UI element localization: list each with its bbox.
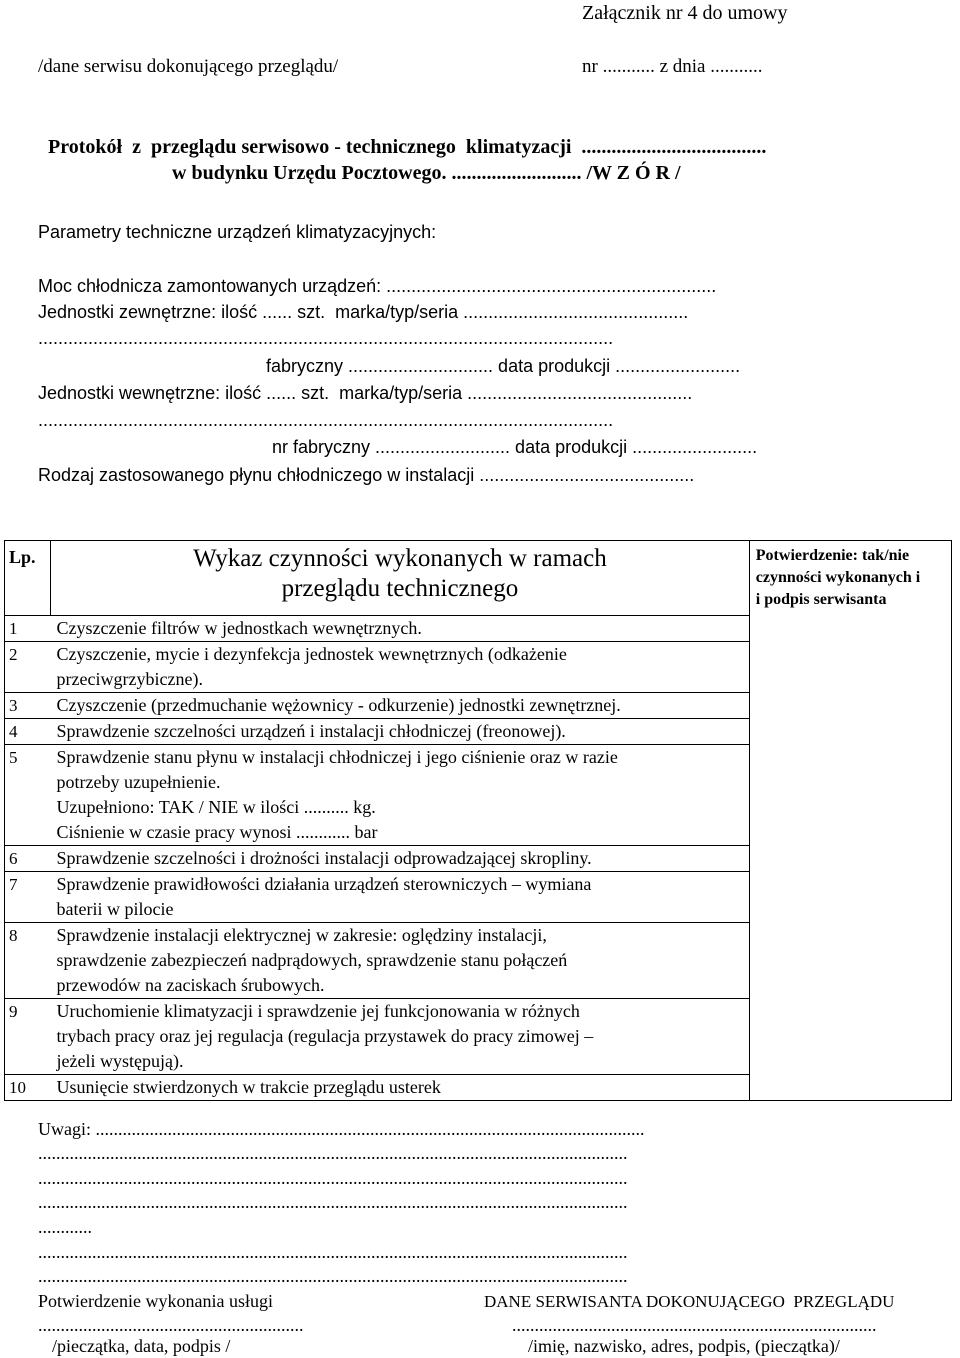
protocol-title-line1: Protokół z przeglądu serwisowo - technicznego klimatyzacji ..................................... <box>48 136 767 158</box>
task-text: Czyszczenie (przedmuchanie wężownicy - odkurzenie) jednostki zewnętrznej. <box>56 695 621 715</box>
row-number: 7 <box>5 872 51 923</box>
remarks-line[interactable]: ................................................................................................................................... <box>38 1266 628 1286</box>
task-text: trybach pracy oraz jej regulacja (regulacja przystawek do pracy zimowej – <box>56 1026 594 1046</box>
task-text: Czyszczenie filtrów w jednostkach wewnętrznych. <box>56 618 422 638</box>
task-text: Sprawdzenie szczelności i drożności instalacji odprowadzającej skropliny. <box>56 848 592 868</box>
column-header-confirmation-line3: i podpis serwisanta <box>755 591 887 608</box>
remarks-line[interactable]: ................................................................................................................................... <box>38 1192 628 1212</box>
annex-label: Załącznik nr 4 do umowy <box>582 2 788 24</box>
task-cell <box>51 642 750 693</box>
indoor-serial-field[interactable]: nr fabryczny ........................... data produkcji ......................... <box>272 437 758 457</box>
stamp-date-signature-caption: /pieczątka, data, podpis / <box>52 1336 231 1356</box>
pressure-field[interactable]: Ciśnienie w czasie pracy wynosi ............ bar <box>56 822 378 842</box>
indoor-units-dots[interactable]: ................................................................................................................... <box>38 410 614 430</box>
params-heading: Parametry techniczne urządzeń klimatyzacyjnych: <box>38 222 437 242</box>
row-number: 2 <box>5 642 51 693</box>
task-cell <box>51 999 750 1075</box>
row-number: 9 <box>5 999 51 1075</box>
number-date-field[interactable]: nr ........... z dnia ........... <box>582 56 763 77</box>
task-text: Sprawdzenie instalacji elektrycznej w zakresie: oględziny instalacji, <box>56 925 547 945</box>
row-number: 4 <box>5 719 51 745</box>
task-text: Usunięcie stwierdzonych w trakcie przeglądu usterek <box>56 1077 441 1097</box>
remarks-field[interactable]: Uwagi: .......................................................................................................................... <box>38 1119 645 1139</box>
task-text: baterii w pilocie <box>56 899 174 919</box>
task-cell <box>51 719 750 745</box>
column-header-tasks-line2: przeglądu technicznego <box>281 575 519 602</box>
row-number: 1 <box>5 616 51 642</box>
outdoor-units-field[interactable]: Jednostki zewnętrzne: ilość ...... szt. marka/typ/seria ............................................. <box>38 302 689 322</box>
technician-details-caption: /imię, nazwisko, adres, podpis, (pieczątka)/ <box>528 1336 840 1356</box>
refill-field[interactable]: Uzupełniono: TAK / NIE w ilości .......... kg. <box>56 797 376 817</box>
task-text: przeciwgrzybiczne). <box>56 669 203 689</box>
table-header-row <box>5 541 952 616</box>
coolant-type-field[interactable]: Rodzaj zastosowanego płynu chłodniczego w instalacji ........................................... <box>38 465 695 485</box>
task-cell <box>51 616 750 642</box>
row-number: 10 <box>5 1075 51 1101</box>
column-header-lp: Lp. <box>5 541 51 616</box>
column-header-tasks-line1: Wykaz czynności wykonanych w ramach <box>193 545 607 572</box>
task-text: Sprawdzenie stanu płynu w instalacji chłodniczej i jego ciśnienie oraz w razie <box>56 747 618 767</box>
technician-data-label: DANE SERWISANTA DOKONUJĄCEGO PRZEGLĄDU <box>484 1292 895 1311</box>
remarks-line[interactable]: ................................................................................................................................... <box>38 1143 628 1163</box>
task-cell <box>51 745 750 846</box>
column-header-tasks <box>51 541 750 616</box>
cooling-power-field[interactable]: Moc chłodnicza zamontowanych urządzeń: .................................................................. <box>38 276 717 296</box>
task-cell <box>51 872 750 923</box>
remarks-line[interactable]: ............ <box>38 1217 92 1237</box>
task-text: Sprawdzenie prawidłowości działania urządzeń sterowniczych – wymiana <box>56 874 592 894</box>
task-text: przewodów na zaciskach śrubowych. <box>56 975 325 995</box>
row-number: 6 <box>5 846 51 872</box>
row-number: 8 <box>5 923 51 999</box>
row-number: 3 <box>5 693 51 719</box>
task-cell <box>51 846 750 872</box>
row-number: 5 <box>5 745 51 846</box>
service-confirmation-label: Potwierdzenie wykonania usługi <box>38 1291 273 1311</box>
protocol-title-line2: w budynku Urzędu Pocztowego. .......................... /W Z Ó R / <box>172 162 681 184</box>
task-cell <box>51 1075 750 1101</box>
task-text: potrzeby uzupełnienie. <box>56 772 221 792</box>
task-text: jeżeli występują). <box>56 1051 184 1071</box>
remarks-line[interactable]: ................................................................................................................................... <box>38 1168 628 1188</box>
column-header-confirmation-line2: czynności wykonanych i <box>755 569 921 586</box>
technician-signature-line[interactable]: ................................................................................. <box>512 1315 877 1335</box>
tasks-table <box>4 540 952 1101</box>
task-text: sprawdzenie zabezpieczeń nadprądowych, sprawdzenie stanu połączeń <box>56 950 568 970</box>
task-text: Sprawdzenie szczelności urządzeń i instalacji chłodniczej (freonowej). <box>56 721 566 741</box>
task-text: Czyszczenie, mycie i dezynfekcja jednostek wewnętrznych (odkażenie <box>56 644 567 664</box>
service-data-label: /dane serwisu dokonującego przeglądu/ <box>38 56 339 77</box>
column-header-confirmation-line1: Potwierdzenie: tak/nie <box>755 547 910 564</box>
task-cell <box>51 693 750 719</box>
task-text: Uruchomienie klimatyzacji i sprawdzenie jej funkcjonowania w różnych <box>56 1001 580 1021</box>
task-cell <box>51 923 750 999</box>
column-header-confirmation[interactable] <box>749 541 951 1101</box>
indoor-units-field[interactable]: Jednostki wewnętrzne: ilość ...... szt. marka/typ/seria ............................................. <box>38 383 693 403</box>
outdoor-units-dots[interactable]: ................................................................................................................... <box>38 328 614 348</box>
service-confirmation-signature-line[interactable]: ........................................................... <box>38 1315 304 1335</box>
remarks-line[interactable]: ................................................................................................................................... <box>38 1242 628 1262</box>
outdoor-serial-field[interactable]: fabryczny ............................. data produkcji ......................... <box>266 356 741 376</box>
